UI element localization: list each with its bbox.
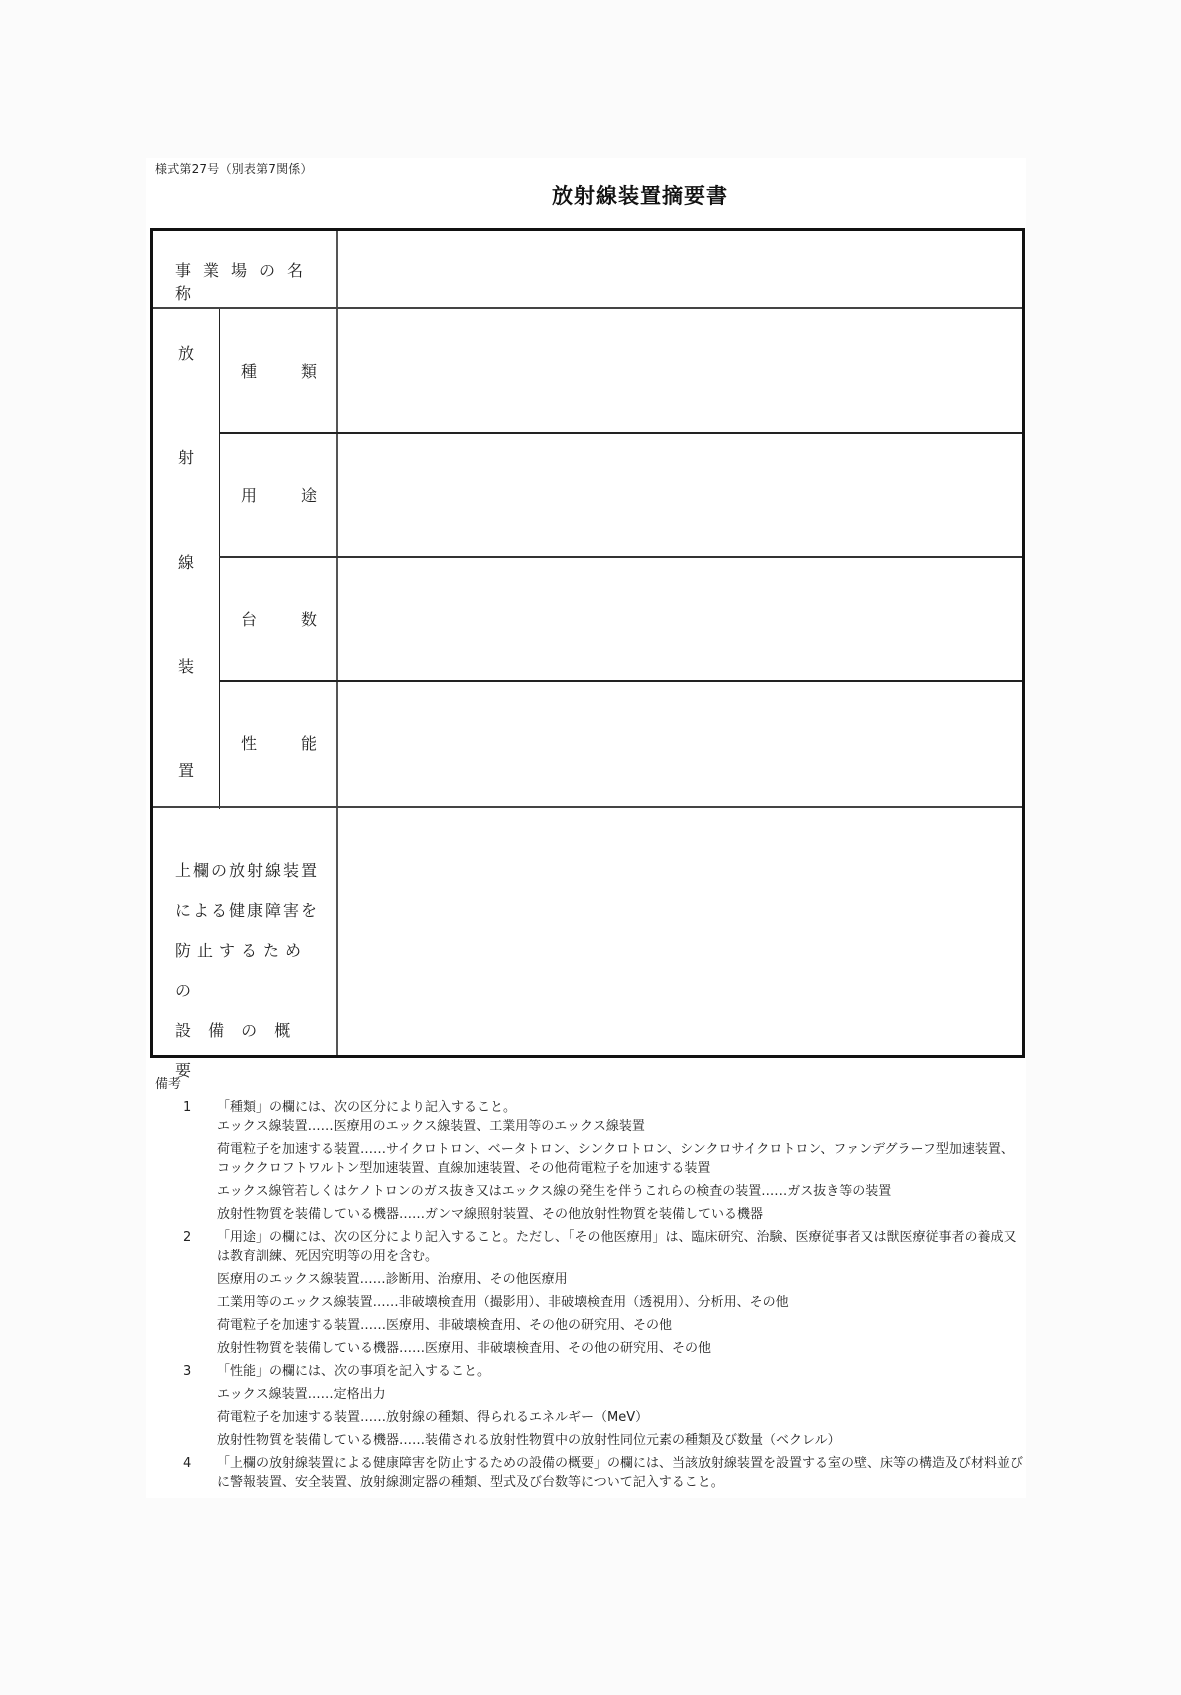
device-type-field[interactable]	[339, 309, 1022, 432]
remarks-section	[155, 1075, 1025, 1492]
establishment-name-label: 事業場の名称	[175, 261, 316, 303]
remark-item: 2 「用途」の欄には、次の区分により記入すること。ただし、「その他医療用」は、臨床研究、治験、医療従事者又は獣医療従事者の養成又は教育訓練、死因究明等の用を含む。 医療用のエックス線装置……診断用、治療用、その他医療用 工業用等のエックス線装置……非破壊検査用（撮影用）、非破壊検査用（透視用）、分析用、その他 荷電粒子を加速する装置……医療用、非破壊検査用、その他の研究用、その他 放射性物質を装備している機器……医療用、非破壊検査用、その他の研究用、その他	[183, 1230, 1017, 1356]
remark-number: 2	[183, 1230, 192, 1245]
remark-item: 1 「種類」の欄には、次の区分により記入すること。 エックス線装置……医療用のエックス線装置、工業用等のエックス線装置 荷電粒子を加速する装置……サイクロトロン、ベータトロン、シンクロトロン、シンクロサイクロトロン、ファンデグラーフ型加速装置、コッククロフトワルトン型加速装置、直線加速装置、その他荷電粒子を加速する装置 エックス線管若しくはケノトロンのガス抜き又はエックス線の発生を伴うこれらの検査の装置……ガス抜き等の装置 放射性物質を装備している機器……ガンマ線照射装置、その他放射性物質を装備している機器	[183, 1100, 1014, 1222]
remark-item: 3 「性能」の欄には、次の事項を記入すること。 エックス線装置……定格出力 荷電粒子を加速する装置……放射線の種類、得られるエネルギー（MeV） 放射性物質を装備している機器……装備される放射性物質中の放射性同位元素の種類及び数量（ベクレル）	[183, 1364, 841, 1448]
form-number: 様式第27号（別表第7関係）	[155, 162, 313, 176]
prevention-facility-field[interactable]	[339, 808, 1022, 1055]
device-group-divider	[219, 309, 220, 809]
remark-number: 3	[183, 1364, 192, 1379]
device-count-label: 台 数	[241, 610, 317, 629]
document-title: 放射線装置摘要書	[552, 184, 728, 208]
establishment-name-field[interactable]	[339, 231, 1022, 307]
label-value-divider	[336, 231, 338, 1055]
device-type-label: 種 類	[241, 362, 317, 381]
remark-number: 1	[183, 1100, 192, 1115]
remarks-heading: 備考	[155, 1077, 182, 1092]
device-usage-label: 用 途	[241, 486, 317, 505]
form-table	[150, 228, 1025, 1080]
device-usage-field[interactable]	[339, 434, 1022, 556]
device-count-field[interactable]	[339, 558, 1022, 680]
remark-item: 4 「上欄の放射線装置による健康障害を防止するための設備の概要」の欄には、当該放射線装置を設置する室の壁、床等の構造及び材料並びに警報装置、安全装置、放射線測定器の種類、型式及び台数等について記入すること。	[183, 1456, 1024, 1490]
remark-number: 4	[183, 1456, 192, 1471]
device-performance-field[interactable]	[339, 682, 1022, 806]
device-performance-label: 性 能	[241, 734, 317, 753]
prevention-facility-label: 上欄の放射線装置 による健康障害を 防止するための 設 備 の 概 要	[175, 861, 320, 1080]
device-group-label: 放 射 線 装 置	[177, 344, 194, 780]
